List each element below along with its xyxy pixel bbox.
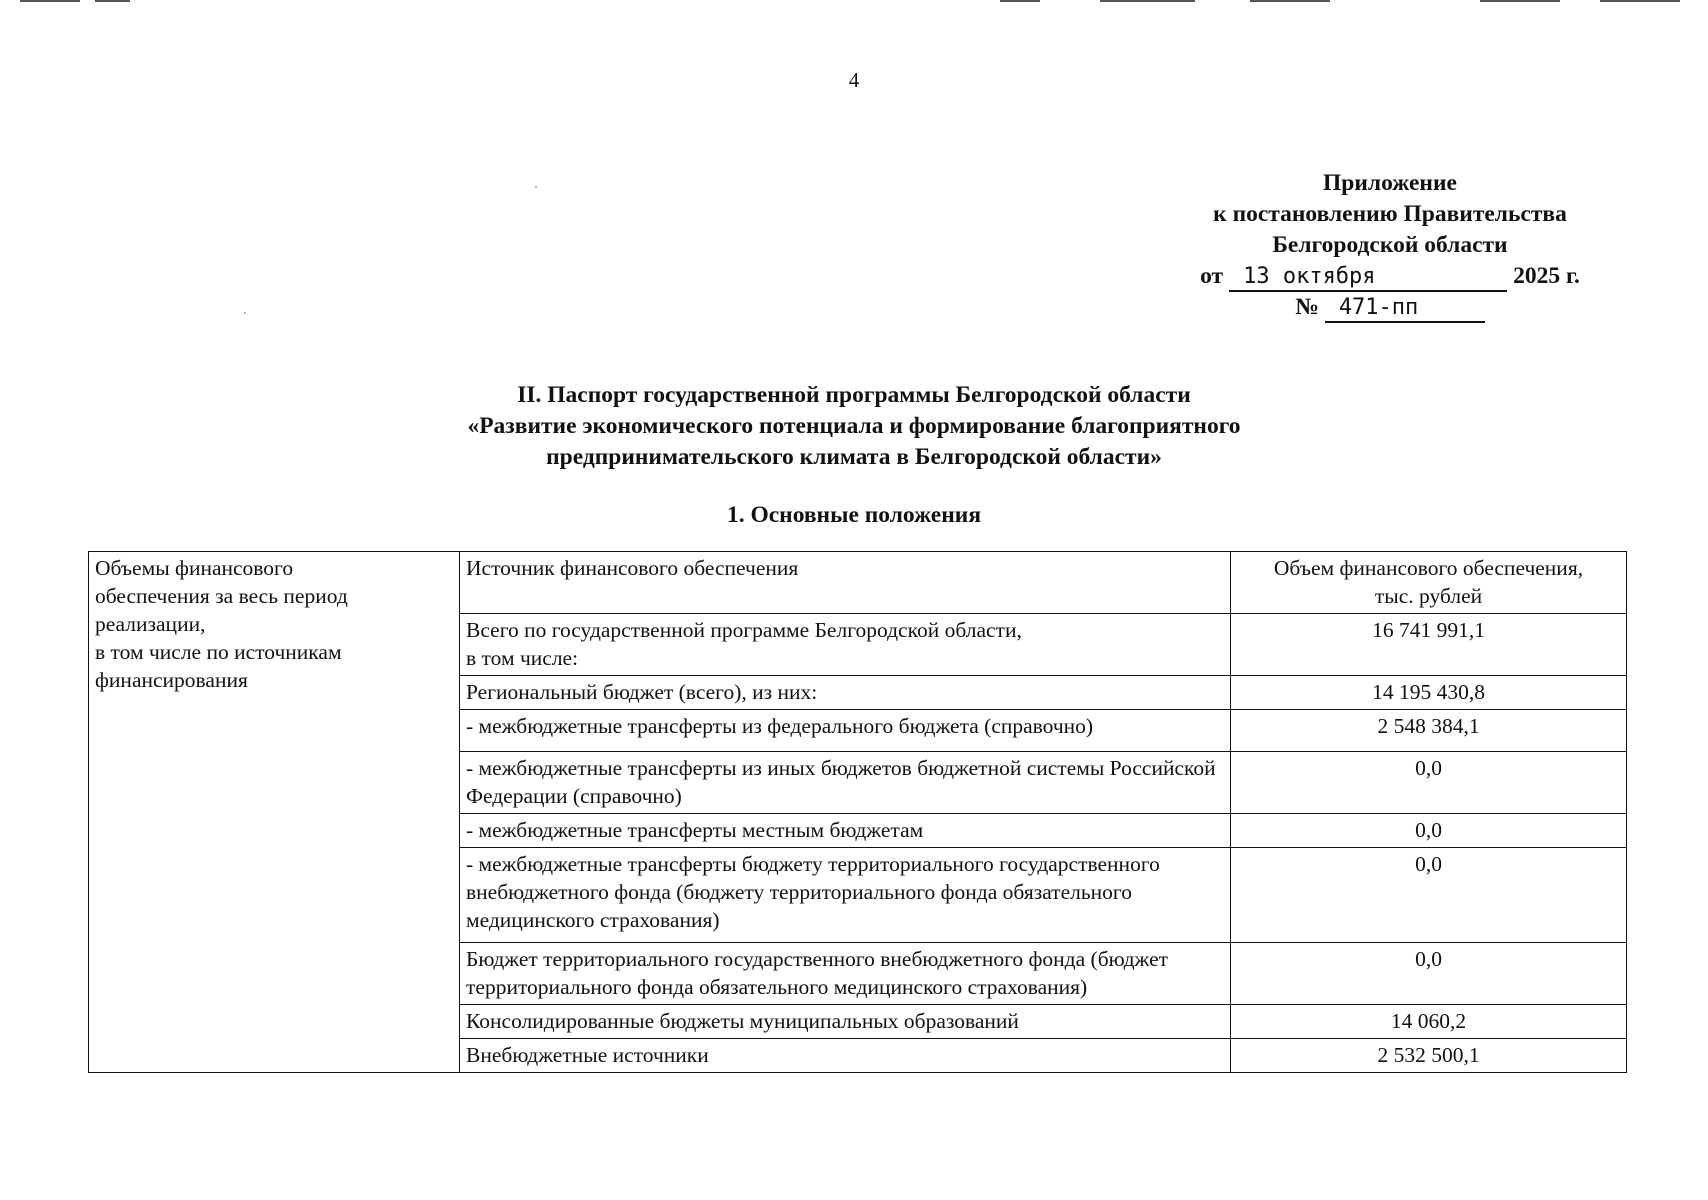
row-label-line: финансирования <box>95 668 248 692</box>
date-field: 13 октября <box>1229 264 1507 292</box>
appendix-block <box>1160 168 1620 323</box>
date-prefix: от <box>1200 263 1224 289</box>
row-label-line: обеспечения за весь период <box>95 584 348 608</box>
row-label-line: Объемы финансового <box>95 556 294 580</box>
scan-edge-mark <box>1600 0 1680 2</box>
source-cell: - межбюджетные трансферты местным бюджетам <box>460 814 1231 848</box>
source-cell <box>460 614 1231 676</box>
scan-edge-mark <box>1480 0 1560 2</box>
value-cell: 14 195 430,8 <box>1231 676 1627 710</box>
scan-speck <box>244 312 246 314</box>
value-cell: 2 532 500,1 <box>1231 1039 1627 1073</box>
value-cell: 0,0 <box>1231 814 1627 848</box>
scan-speck <box>535 186 537 188</box>
value-cell: 0,0 <box>1231 752 1627 814</box>
appendix-heading: Приложение <box>1323 170 1457 196</box>
source-cell: Бюджет территориального государственного внебюджетного фонда (бюджет территориального фонда обязательного медицинского страхования) <box>460 943 1231 1005</box>
scan-edge-mark <box>95 0 130 2</box>
source-cell: Региональный бюджет (всего), из них: <box>460 676 1231 710</box>
date-suffix: 2025 г. <box>1513 263 1580 289</box>
source-cell: Внебюджетные источники <box>460 1039 1231 1073</box>
value-cell: 0,0 <box>1231 943 1627 1005</box>
row-label-cell <box>89 552 460 1073</box>
header-volume <box>1231 552 1627 614</box>
source-line: Всего по государственной программе Белгородской области, <box>466 618 1022 642</box>
appendix-date-line <box>1160 261 1620 292</box>
header-volume-line: Объем финансового обеспечения, <box>1273 556 1584 580</box>
appendix-number-line <box>1160 292 1620 323</box>
scan-edge-mark <box>1250 0 1330 2</box>
header-source: Источник финансового обеспечения <box>460 552 1231 614</box>
appendix-line-region: Белгородской области <box>1272 232 1508 258</box>
source-cell: - межбюджетные трансферты бюджету территориального государственного внебюджетного фонда (бюджету территориального фонда обязательного медицинского страхования) <box>460 848 1231 943</box>
title-line: II. Паспорт государственной программы Белгородской области <box>517 382 1191 408</box>
source-cell: Консолидированные бюджеты муниципальных образований <box>460 1005 1231 1039</box>
page-number: 4 <box>848 68 860 92</box>
source-cell: - межбюджетные трансферты из иных бюджетов бюджетной системы Российской Федерации (справочно) <box>460 752 1231 814</box>
scan-edge-mark <box>1100 0 1195 2</box>
document-title <box>0 380 1708 473</box>
appendix-line-resolution: к постановлению Правительства <box>1213 201 1567 227</box>
row-label-line: реализации, <box>95 612 206 636</box>
source-cell: - межбюджетные трансферты из федерального бюджета (справочно) <box>460 710 1231 752</box>
header-volume-line: тыс. рублей <box>1374 584 1483 608</box>
value-cell: 16 741 991,1 <box>1231 614 1627 676</box>
number-field: 471-пп <box>1325 295 1485 323</box>
title-line: «Развитие экономического потенциала и формирование благоприятного <box>467 413 1241 439</box>
row-label-line: в том числе по источникам <box>95 640 342 664</box>
section-title: 1. Основные положения <box>726 502 982 528</box>
financing-table <box>88 551 1627 1073</box>
scan-edge-mark <box>20 0 80 2</box>
value-cell: 14 060,2 <box>1231 1005 1627 1039</box>
title-line: предпринимательского климата в Белгородской области» <box>546 444 1162 470</box>
number-prefix: № <box>1295 294 1319 320</box>
value-cell: 2 548 384,1 <box>1231 710 1627 752</box>
value-cell: 0,0 <box>1231 848 1627 943</box>
scan-edge-mark <box>1000 0 1040 2</box>
source-line: в том числе: <box>466 646 579 670</box>
table-row <box>89 552 1627 614</box>
